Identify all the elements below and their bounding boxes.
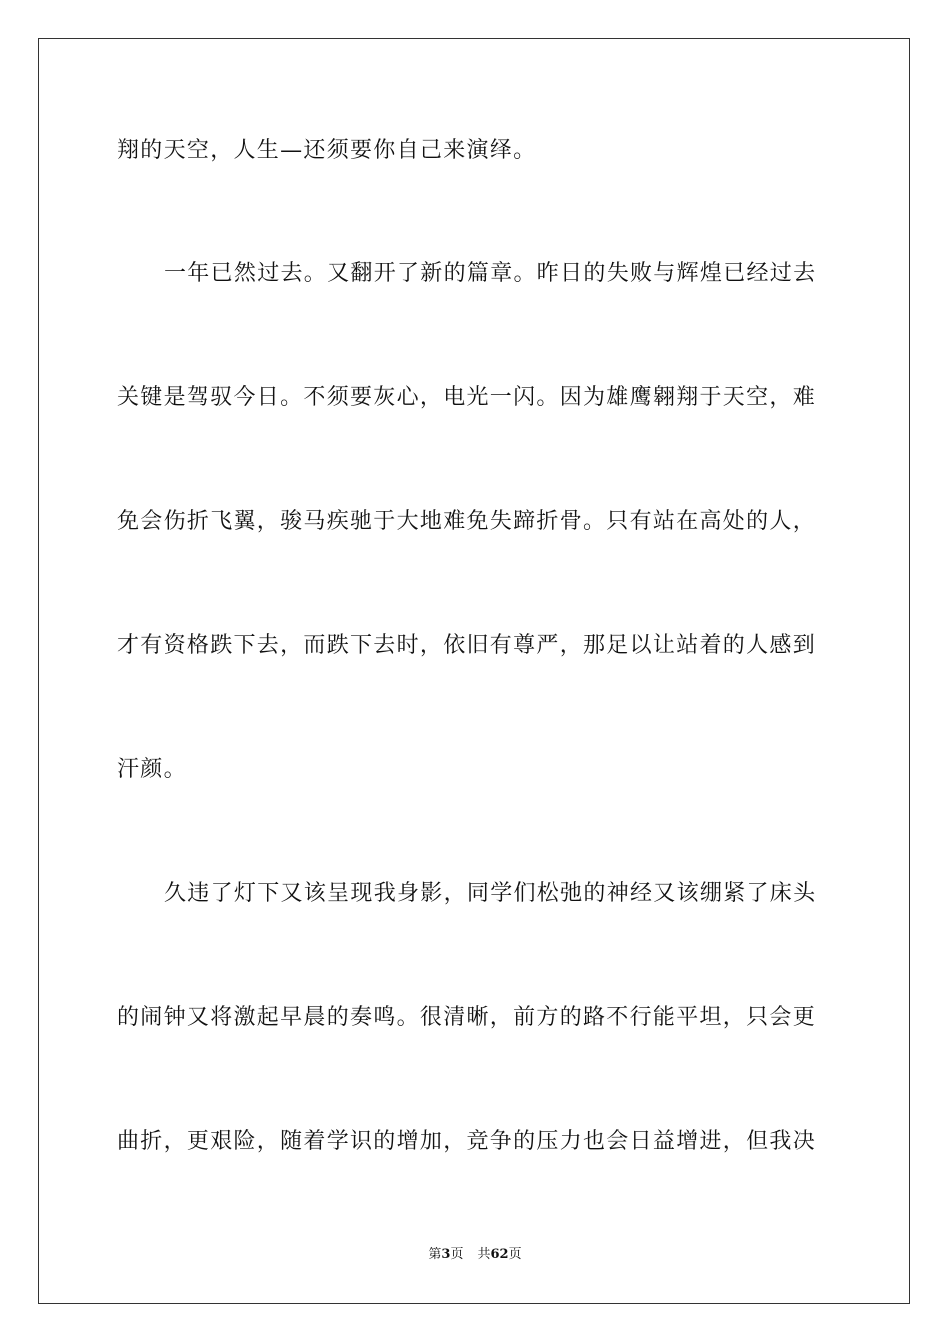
- paragraph-line: 翔的天空，人生—还须要你自己来演绎。: [117, 138, 537, 163]
- paragraph-line: 久违了灯下又该呈现我身影，同学们松弛的神经又该绷紧了床头: [164, 881, 817, 906]
- page-footer: [0, 1246, 950, 1264]
- total-page-count: 62: [490, 1247, 509, 1262]
- paragraph-line: 汗颜。: [117, 757, 187, 782]
- paragraph-line: 关键是驾驭今日。不须要灰心，电光一闪。因为雄鹰翱翔于天空，难: [117, 385, 817, 410]
- paragraph-line: 一年已然过去。又翻开了新的篇章。昨日的失败与辉煌已经过去: [164, 261, 817, 286]
- page-suffix: 页: [450, 1247, 464, 1262]
- paragraph-line: 免会伤折飞翼，骏马疾驰于大地难免失蹄折骨。只有站在高处的人，: [117, 509, 817, 534]
- total-suffix: 页: [508, 1247, 522, 1262]
- paragraph-line: 曲折，更艰险，随着学识的增加，竞争的压力也会日益增进，但我决: [117, 1129, 817, 1154]
- page-prefix: 第: [428, 1247, 442, 1262]
- page-border: [38, 38, 910, 1304]
- paragraph-line: 才有资格跌下去，而跌下去时，依旧有尊严，那足以让站着的人感到: [117, 633, 817, 658]
- current-page-number: 3: [441, 1247, 451, 1262]
- paragraph-line: 的闹钟又将激起早晨的奏鸣。很清晰，前方的路不行能平坦，只会更: [117, 1005, 817, 1030]
- total-prefix: 共: [477, 1247, 491, 1262]
